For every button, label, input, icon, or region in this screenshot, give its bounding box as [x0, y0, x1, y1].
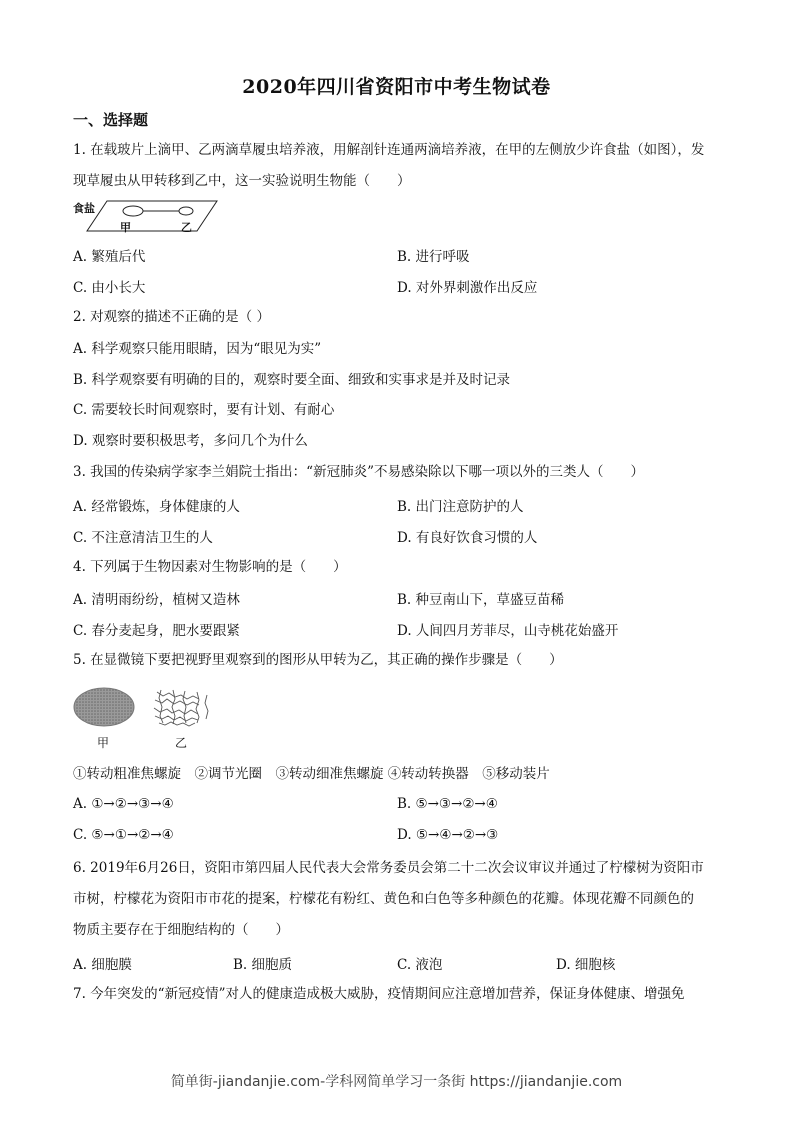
drop-jia-label: 甲 — [120, 221, 131, 234]
q4-option-b: B. 种豆南山下，草盛豆苗稀 — [397, 592, 565, 608]
q3-option-d: D. 有良好饮食习惯的人 — [397, 530, 538, 546]
q6-stem-line1: 6. 2019年6月26日，资阳市第四届人民代表大会常务委员会第二十二次会议审议并通过了柠檬树为资阳市 — [73, 860, 704, 876]
q1-option-b: B. 进行呼吸 — [397, 249, 470, 265]
q4-option-d: D. 人间四月芳菲尽，山寺桃花始盛开 — [397, 623, 619, 639]
salt-label: 食盐 — [73, 202, 95, 215]
q3-option-a: A. 经常锻炼，身体健康的人 — [73, 499, 240, 515]
q6-option-a: A. 细胞膜 — [73, 957, 132, 973]
q3-option-b: B. 出门注意防护的人 — [397, 499, 524, 515]
drop-yi-label: 乙 — [181, 221, 192, 234]
q5-option-c: C. ⑤→①→②→④ — [73, 827, 174, 843]
field-of-view-diagram — [73, 686, 223, 730]
q6-option-b: B. 细胞质 — [233, 957, 293, 973]
q6-option-d: D. 细胞核 — [556, 957, 616, 973]
q5-steps: ①转动粗准焦螺旋 ②调节光圈 ③转动细准焦螺旋 ④转动转换器 ⑤移动装片 — [73, 766, 550, 782]
q6-stem-line3: 物质主要存在于细胞结构的（ ） — [73, 922, 289, 938]
q2-option-b: B. 科学观察要有明确的目的，观察时要全面、细致和实事求是并及时记录 — [73, 372, 511, 388]
q3-stem: 3. 我国的传染病学家李兰娟院士指出：“新冠肺炎”不易感染除以下哪一项以外的三类人（ ） — [73, 464, 644, 480]
view-jia-label: 甲 — [97, 736, 110, 750]
q5-stem: 5. 在显微镜下要把视野里观察到的图形从甲转为乙，其正确的操作步骤是（ ） — [73, 652, 563, 668]
q1-stem-line2: 现草履虫从甲转移到乙中，这一实验说明生物能（ ） — [73, 173, 411, 189]
q1-option-a: A. 繁殖后代 — [73, 249, 146, 265]
q5-microscope-figure — [73, 686, 223, 748]
q4-option-a: A. 清明雨纷纷，植树又造林 — [73, 592, 240, 608]
q3-option-c: C. 不注意清洁卫生的人 — [73, 530, 213, 546]
q2-option-d: D. 观察时要积极思考，多问几个为什么 — [73, 433, 308, 449]
q4-option-c: C. 春分麦起身，肥水要跟紧 — [73, 623, 240, 639]
q2-option-a: A. 科学观察只能用眼睛，因为“眼见为实” — [73, 341, 322, 357]
page-footer: 简单街-jiandanjie.com-学科网简单学习一条街 https://jiandanjie.com — [170, 1074, 623, 1090]
q2-option-c: C. 需要较长时间观察时，要有计划、有耐心 — [73, 402, 335, 418]
q2-stem: 2. 对观察的描述不正确的是（ ） — [73, 309, 270, 325]
section-heading: 一、选择题 — [73, 111, 149, 129]
q1-slide-figure — [73, 199, 223, 233]
q1-stem-line1: 1. 在载玻片上滴甲、乙两滴草履虫培养液，用解剖针连通两滴培养液，在甲的左侧放少许食盐（如图），发 — [73, 142, 705, 158]
q6-stem-line2: 市树，柠檬花为资阳市市花的提案，柠檬花有粉红、黄色和白色等多种颜色的花瓣。体现花瓣不同颜色的 — [73, 891, 694, 907]
slide-diagram — [73, 199, 223, 233]
q6-option-c: C. 液泡 — [397, 957, 443, 973]
q4-stem: 4. 下列属于生物因素对生物影响的是（ ） — [73, 559, 347, 575]
page-title: 2020年四川省资阳市中考生物试卷 — [242, 76, 551, 98]
q7-stem-line1: 7. 今年突发的“新冠疫情”对人的健康造成极大威胁，疫情期间应注意增加营养，保证身体健康、增强免 — [73, 986, 685, 1002]
q1-option-c: C. 由小长大 — [73, 280, 146, 296]
view-yi-label: 乙 — [175, 736, 188, 750]
q5-option-d: D. ⑤→④→②→③ — [397, 827, 499, 843]
q5-option-a: A. ①→②→③→④ — [73, 796, 174, 812]
q5-option-b: B. ⑤→③→②→④ — [397, 796, 498, 812]
q1-option-d: D. 对外界刺激作出反应 — [397, 280, 538, 296]
